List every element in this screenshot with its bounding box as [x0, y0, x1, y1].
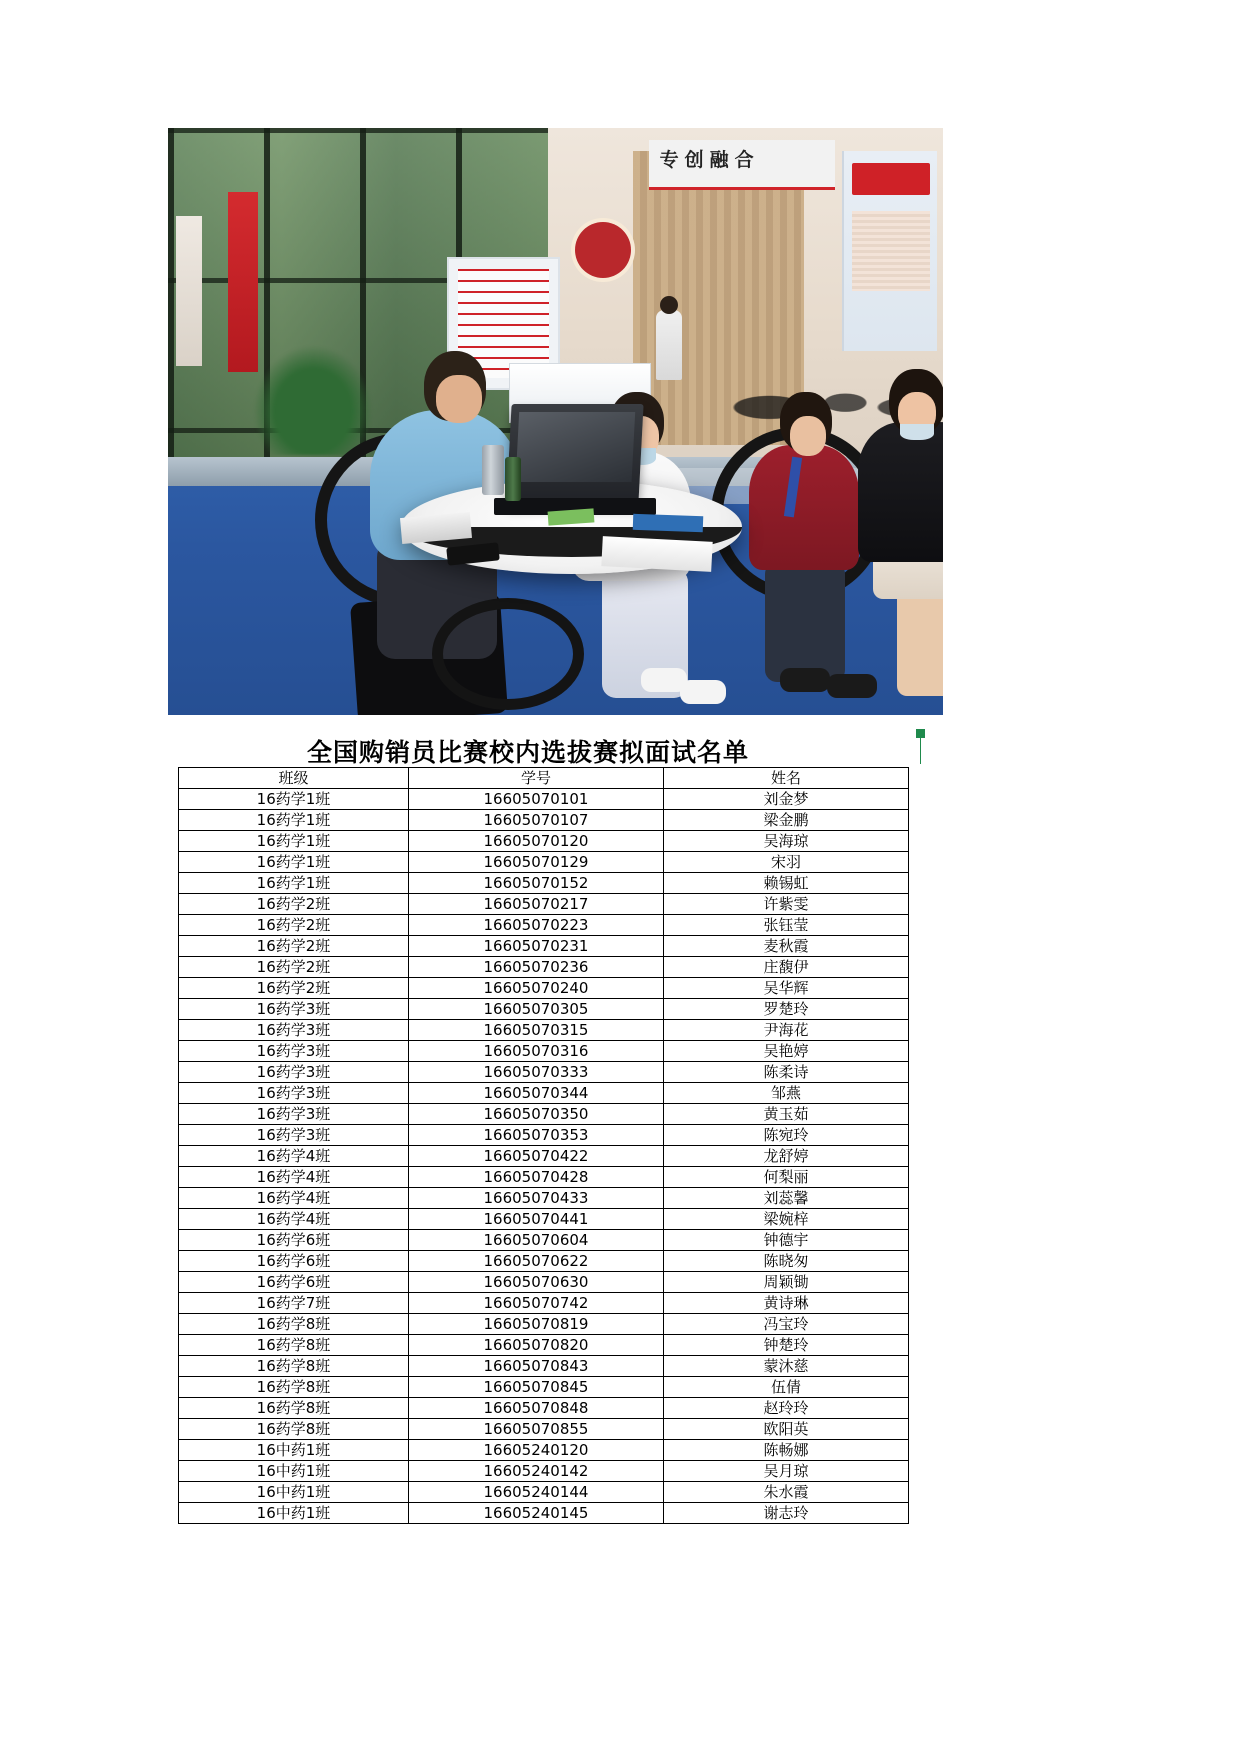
cell-student-id: 16605240144 [409, 1482, 664, 1503]
cell-student-id: 16605070820 [409, 1335, 664, 1356]
table-row [179, 1125, 909, 1146]
cell-student-id: 16605070223 [409, 915, 664, 936]
column-header-class: 班级 [179, 768, 409, 789]
table-row [179, 1062, 909, 1083]
table-row [179, 1419, 909, 1440]
cell-student-id: 16605070350 [409, 1104, 664, 1125]
cell-class: 16中药1班 [179, 1482, 409, 1503]
table-row [179, 1314, 909, 1335]
cell-student-id: 16605070433 [409, 1188, 664, 1209]
table-row [179, 1209, 909, 1230]
photo-poster-left-white [176, 216, 202, 366]
table-row [179, 1272, 909, 1293]
table-row [179, 999, 909, 1020]
photo-banner [649, 140, 835, 190]
table-row [179, 1146, 909, 1167]
cell-name: 梁金鹏 [664, 810, 909, 831]
cell-name: 尹海花 [664, 1020, 909, 1041]
cell-name: 钟楚玲 [664, 1335, 909, 1356]
photo-banner-text: 专创融合 [659, 150, 760, 172]
photo-plant [253, 345, 373, 455]
cell-class: 16药学3班 [179, 1041, 409, 1062]
column-header-student-id: 学号 [409, 768, 664, 789]
cell-class: 16药学1班 [179, 810, 409, 831]
photo-green-book [547, 508, 594, 525]
photo-bottle [505, 457, 521, 501]
cell-student-id: 16605070129 [409, 852, 664, 873]
cell-name: 邹燕 [664, 1083, 909, 1104]
cell-name: 麦秋霞 [664, 936, 909, 957]
cell-student-id: 16605070604 [409, 1230, 664, 1251]
cell-name: 陈晓匆 [664, 1251, 909, 1272]
cell-name: 吴华辉 [664, 978, 909, 999]
cell-name: 欧阳英 [664, 1419, 909, 1440]
photo-thermos-cup [482, 445, 504, 495]
cell-class: 16药学1班 [179, 852, 409, 873]
cell-student-id: 16605070742 [409, 1293, 664, 1314]
photo-poster-right [842, 151, 937, 351]
cell-student-id: 16605240120 [409, 1440, 664, 1461]
cell-name: 冯宝玲 [664, 1314, 909, 1335]
cell-class: 16药学1班 [179, 789, 409, 810]
table-row [179, 894, 909, 915]
table-row [179, 1503, 909, 1524]
cell-name: 周颖锄 [664, 1272, 909, 1293]
table-row [179, 1356, 909, 1377]
object-anchor-marker [916, 729, 925, 738]
photo-shoe-2 [680, 680, 726, 704]
cell-name: 梁婉梓 [664, 1209, 909, 1230]
photo-shoe-3 [780, 668, 830, 692]
cell-class: 16药学2班 [179, 978, 409, 999]
photo-person-student2-face [790, 416, 826, 456]
photo-logo-emblem [575, 222, 631, 278]
cell-class: 16中药1班 [179, 1440, 409, 1461]
cell-class: 16药学8班 [179, 1419, 409, 1440]
photo-laptop [506, 404, 643, 504]
cell-name: 吴海琼 [664, 831, 909, 852]
cell-class: 16药学4班 [179, 1209, 409, 1230]
table-row [179, 1083, 909, 1104]
cell-class: 16药学6班 [179, 1230, 409, 1251]
roster-table [178, 767, 909, 1524]
cell-class: 16药学4班 [179, 1188, 409, 1209]
cell-name: 蒙沐慈 [664, 1356, 909, 1377]
cell-class: 16药学4班 [179, 1167, 409, 1188]
document-content [168, 128, 1073, 1524]
cell-student-id: 16605070441 [409, 1209, 664, 1230]
cell-student-id: 16605070315 [409, 1020, 664, 1041]
cell-class: 16药学2班 [179, 936, 409, 957]
cell-name: 罗楚玲 [664, 999, 909, 1020]
cell-name: 吴月琼 [664, 1461, 909, 1482]
photo-person-student3-legs [897, 586, 944, 696]
cell-name: 钟德宇 [664, 1230, 909, 1251]
cell-class: 16药学8班 [179, 1377, 409, 1398]
cell-name: 黄诗琳 [664, 1293, 909, 1314]
photo-person-student3-mask [900, 424, 934, 440]
table-row [179, 1398, 909, 1419]
cell-student-id: 16605070622 [409, 1251, 664, 1272]
cell-name: 陈宛玲 [664, 1125, 909, 1146]
cell-class: 16药学6班 [179, 1272, 409, 1293]
table-row [179, 915, 909, 936]
cell-student-id: 16605070240 [409, 978, 664, 999]
cell-student-id: 16605070843 [409, 1356, 664, 1377]
cell-class: 16药学8班 [179, 1335, 409, 1356]
cell-student-id: 16605070353 [409, 1125, 664, 1146]
photo-person-man-face [436, 375, 482, 423]
cell-name: 赖锡虹 [664, 873, 909, 894]
cell-class: 16药学2班 [179, 957, 409, 978]
photo-person-student2-legs [765, 562, 845, 682]
cell-class: 16药学3班 [179, 1104, 409, 1125]
photo-blue-folder [633, 514, 704, 532]
cell-class: 16药学1班 [179, 873, 409, 894]
cell-name: 吴艳婷 [664, 1041, 909, 1062]
table-row [179, 1104, 909, 1125]
table-row [179, 1230, 909, 1251]
table-row [179, 1293, 909, 1314]
table-row [179, 852, 909, 873]
cell-student-id: 16605240145 [409, 1503, 664, 1524]
cell-name: 张钰莹 [664, 915, 909, 936]
cell-name: 许紫雯 [664, 894, 909, 915]
cell-student-id: 16605070101 [409, 789, 664, 810]
cell-student-id: 16605070333 [409, 1062, 664, 1083]
cell-class: 16药学4班 [179, 1146, 409, 1167]
cell-class: 16药学3班 [179, 999, 409, 1020]
table-row [179, 1041, 909, 1062]
cell-name: 伍倩 [664, 1377, 909, 1398]
table-header-row [179, 768, 909, 789]
photo-chair-front [432, 598, 584, 710]
photo-person-student3-body [858, 422, 943, 562]
table-row [179, 1482, 909, 1503]
title-row [168, 733, 943, 767]
cell-student-id: 16605070120 [409, 831, 664, 852]
photo-shoe-4 [827, 674, 877, 698]
photo-papers [601, 536, 712, 572]
cell-class: 16药学8班 [179, 1314, 409, 1335]
table-row [179, 1377, 909, 1398]
cell-student-id: 16605240142 [409, 1461, 664, 1482]
cell-student-id: 16605070422 [409, 1146, 664, 1167]
column-header-name: 姓名 [664, 768, 909, 789]
photo-background-person [656, 310, 682, 380]
cell-name: 朱水霞 [664, 1482, 909, 1503]
cell-student-id: 16605070152 [409, 873, 664, 894]
cell-student-id: 16605070848 [409, 1398, 664, 1419]
table-row [179, 978, 909, 999]
table-row [179, 1335, 909, 1356]
cell-class: 16药学3班 [179, 1062, 409, 1083]
cell-student-id: 16605070217 [409, 894, 664, 915]
cell-class: 16药学3班 [179, 1020, 409, 1041]
cell-class: 16药学1班 [179, 831, 409, 852]
cell-name: 陈畅娜 [664, 1440, 909, 1461]
cell-student-id: 16605070107 [409, 810, 664, 831]
meeting-photo [168, 128, 943, 715]
cell-class: 16药学3班 [179, 1125, 409, 1146]
cell-student-id: 16605070630 [409, 1272, 664, 1293]
cell-class: 16药学7班 [179, 1293, 409, 1314]
table-row [179, 936, 909, 957]
cell-class: 16药学2班 [179, 915, 409, 936]
photo-scene [168, 128, 943, 715]
cell-name: 庄馥伊 [664, 957, 909, 978]
cell-class: 16药学8班 [179, 1356, 409, 1377]
table-row [179, 789, 909, 810]
cell-class: 16药学8班 [179, 1398, 409, 1419]
table-row [179, 810, 909, 831]
page-title: 全国购销员比赛校内选拔赛拟面试名单 [306, 738, 749, 767]
cell-name: 龙舒婷 [664, 1146, 909, 1167]
cell-name: 谢志玲 [664, 1503, 909, 1524]
cell-class: 16药学3班 [179, 1083, 409, 1104]
cell-name: 陈柔诗 [664, 1062, 909, 1083]
cell-student-id: 16605070428 [409, 1167, 664, 1188]
cell-student-id: 16605070845 [409, 1377, 664, 1398]
cell-name: 宋羽 [664, 852, 909, 873]
cell-student-id: 16605070316 [409, 1041, 664, 1062]
table-row [179, 1020, 909, 1041]
cell-name: 刘金梦 [664, 789, 909, 810]
cell-class: 16中药1班 [179, 1503, 409, 1524]
cell-name: 刘蕊馨 [664, 1188, 909, 1209]
cell-name: 黄玉茹 [664, 1104, 909, 1125]
cell-student-id: 16605070819 [409, 1314, 664, 1335]
cell-student-id: 16605070855 [409, 1419, 664, 1440]
cell-student-id: 16605070305 [409, 999, 664, 1020]
cell-student-id: 16605070236 [409, 957, 664, 978]
table-row [179, 1251, 909, 1272]
roster-table-body [179, 789, 909, 1524]
photo-person-student2-body [749, 445, 859, 570]
cell-class: 16中药1班 [179, 1461, 409, 1482]
cell-class: 16药学2班 [179, 894, 409, 915]
cell-student-id: 16605070231 [409, 936, 664, 957]
table-row [179, 1167, 909, 1188]
table-row [179, 1440, 909, 1461]
table-row [179, 831, 909, 852]
cell-student-id: 16605070344 [409, 1083, 664, 1104]
table-row [179, 1461, 909, 1482]
cell-name: 何梨丽 [664, 1167, 909, 1188]
table-row [179, 957, 909, 978]
cell-class: 16药学6班 [179, 1251, 409, 1272]
table-row [179, 873, 909, 894]
table-row [179, 1188, 909, 1209]
cell-name: 赵玲玲 [664, 1398, 909, 1419]
